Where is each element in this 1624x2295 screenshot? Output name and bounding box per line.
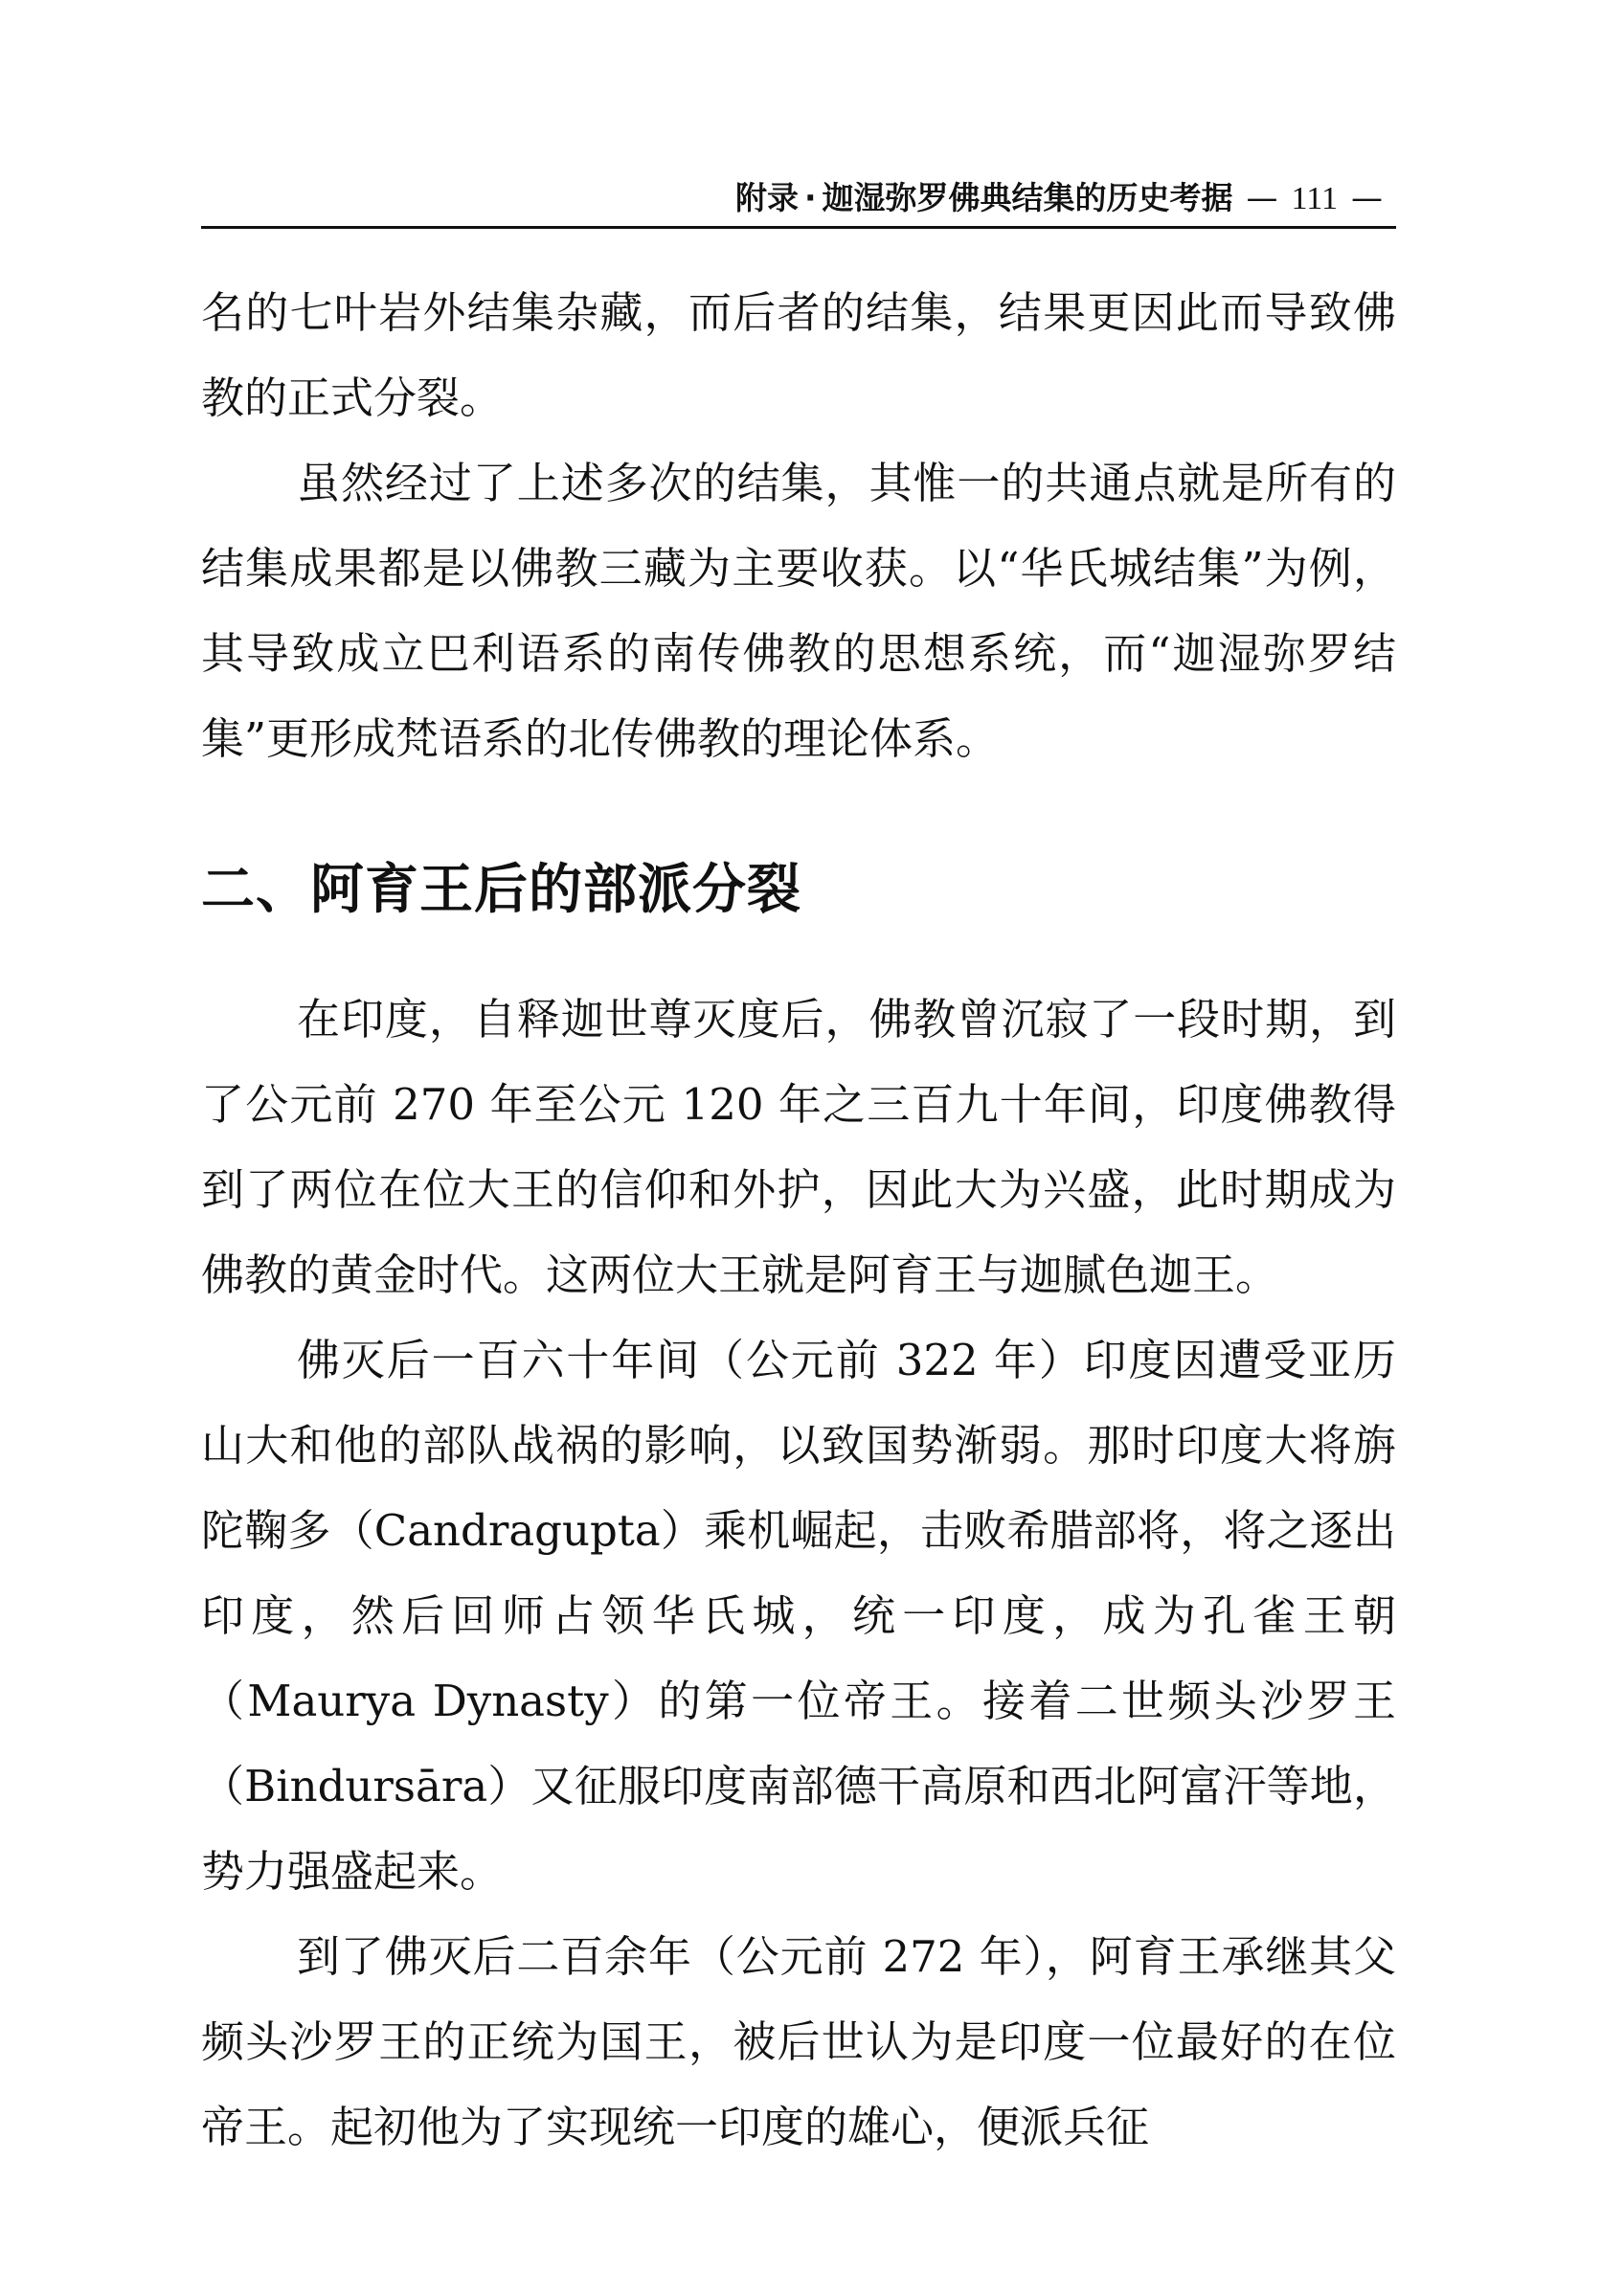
header-dash-right: —: [1351, 179, 1383, 216]
paragraph: 佛灭后一百六十年间（公元前 322 年）印度因遭受亚历山大和他的部队战祸的影响，以致国势渐弱。那时印度大将旃陀鞠多（Candragupta）乘机崛起，击败希腊部将，将之逐出印度，然后回师占领华氏城，统一印度，成为孔雀王朝（Maurya Dynasty）的第一位帝王。接着二世频头沙罗王（Bindursāra）又征服印度南部德干高原和西北阿富汗等地，势力强盛起来。: [201, 1335, 1396, 1897]
header-separator: ·: [803, 179, 817, 216]
header-dash-left: —: [1246, 179, 1278, 216]
page-number: 111: [1291, 181, 1338, 216]
section-heading: 二、阿育王后的部派分裂: [201, 859, 801, 921]
body-text-top: [201, 270, 1396, 781]
paragraph: 虽然经过了上述多次的结集，其惟一的共通点就是所有的结集成果都是以佛教三藏为主要收获。以“华氏城结集”为例，其导致成立巴利语系的南传佛教的思想系统，而“迦湿弥罗结集”更形成梵语系的北传佛教的理论体系。: [201, 458, 1396, 764]
running-header: [201, 170, 1396, 229]
paragraph: 到了佛灭后二百余年（公元前 272 年），阿育王承继其父频头沙罗王的正统为国王，被后世认为是印度一位最好的在位帝王。起初他为了实现统一印度的雄心，便派兵征: [201, 1931, 1396, 2152]
paragraph: 在印度，自释迦世尊灭度后，佛教曾沉寂了一段时期，到了公元前 270 年至公元 120 年之三百九十年间，印度佛教得到了两位在位大王的信仰和外护，因此大为兴盛，此时期成为佛教的黄金时代。这两位大王就是阿育王与迦腻色迦王。: [201, 994, 1396, 1300]
header-chapter-title: 迦湿弥罗佛典结集的历史考据: [822, 179, 1233, 216]
body-text-bottom: [201, 977, 1396, 2170]
paragraph: 名的七叶岩外结集杂藏，而后者的结集，结果更因此而导致佛教的正式分裂。: [201, 287, 1396, 423]
header-section-label: 附录: [734, 179, 799, 216]
